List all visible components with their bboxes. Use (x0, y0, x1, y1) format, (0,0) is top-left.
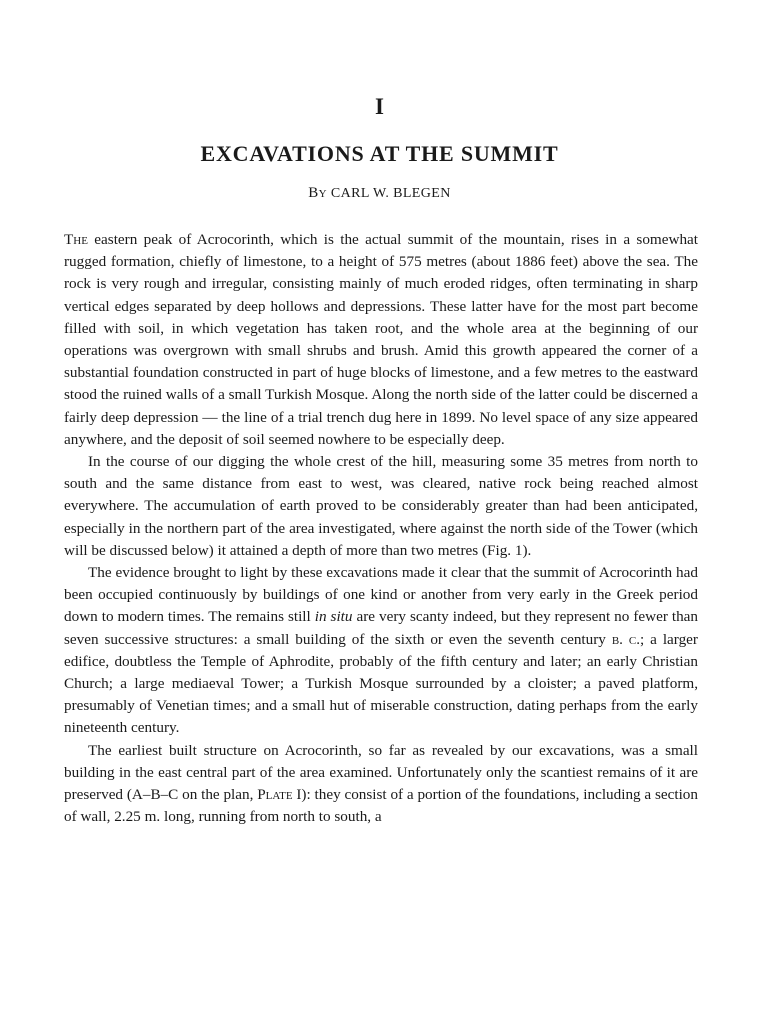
paragraph-1-text: eastern peak of Acrocorinth, which is the actual summit of the mountain, rises in a somewhat rugged formation, chiefly of limestone, to a height of 575 metres (about 1886 feet) above the sea. The rock is very rough and irregular, consisting mainly of much eroded ridges, often terminating in sharp vertical edges separated by deep hollows and depressions. These latter have for the most part become filled with soil, in which vegetation has taken root, and the whole area at the beginning of our operations was overgrown with small shrubs and brush. Amid this growth appeared the corner of a substantial foundation constructed in part of huge blocks of limestone, and a few metres to the eastward stood the ruined walls of a small Turkish Mosque. Along the north side of the latter could be discerned a fairly deep depression — the line of a trial trench dug here in 1899. No level space of any size appeared anywhere, and the deposit of soil seemed nowhere to be especially deep. (64, 231, 698, 448)
chapter-title: EXCAVATIONS AT THE SUMMIT (200, 141, 559, 166)
paragraph-3-text-b: are very scanty indeed, but they represent no fewer than seven successive structures: a small building of the sixth or even the seventh century (64, 608, 699, 648)
byline (0, 183, 759, 204)
paragraph-lead-word: The (64, 231, 88, 248)
paragraph-4-text-b: I): they consist of a portion of the foundations, including a section of wall, 2.25 m. long, running from north to south, a (64, 786, 698, 826)
era-abbreviation: b. c. (611, 630, 641, 648)
paragraph-4 (64, 740, 698, 829)
paragraph-2 (64, 451, 698, 562)
plate-reference: Plate (257, 786, 293, 804)
paragraph-3-text-a: The evidence brought to light by these excavations made it clear that the summit of Acrocorinth had been occupied continuously by buildings of one kind or another from very early in the Greek period down to modern times. The remains still (64, 564, 698, 626)
chapter-number: I (375, 94, 384, 119)
paragraph-3 (64, 562, 698, 740)
byline-author: CARL W. BLEGEN (330, 186, 451, 201)
body-text (64, 229, 698, 828)
paragraph-4-text-a: The earliest built structure on Acrocorinth, so far as revealed by our excavations, was a small building in the east central part of the area examined. Unfortunately only the scantiest remains of it are preserved (A–B–C on the plan, (64, 741, 698, 804)
byline-prefix: By (308, 185, 328, 201)
paragraph-2-text: In the course of our digging the whole crest of the hill, measuring some 35 metres from north to south and the same distance from east to west, was cleared, native rock being reached almost everywhere. The accumulation of earth proved to be considerably greater than had been anticipated, especially in the northern part of the area investigated, where against the north side of the Tower (which will be discussed below) it attained a depth of more than two metres (Fig. 1). (64, 453, 698, 559)
paragraph-3-text-c: ; a larger edifice, doubtless the Temple of Aphrodite, probably of the fifth century and later; an early Christian Church; a large mediaeval Tower; a Turkish Mosque surrounded by a cloister; a paved platform, presumably of Venetian times; and a small hut of miserable construction, dating perhaps from the early nineteenth century. (64, 630, 698, 737)
italic-phrase: in situ (314, 608, 353, 626)
paragraph-1 (64, 229, 698, 451)
